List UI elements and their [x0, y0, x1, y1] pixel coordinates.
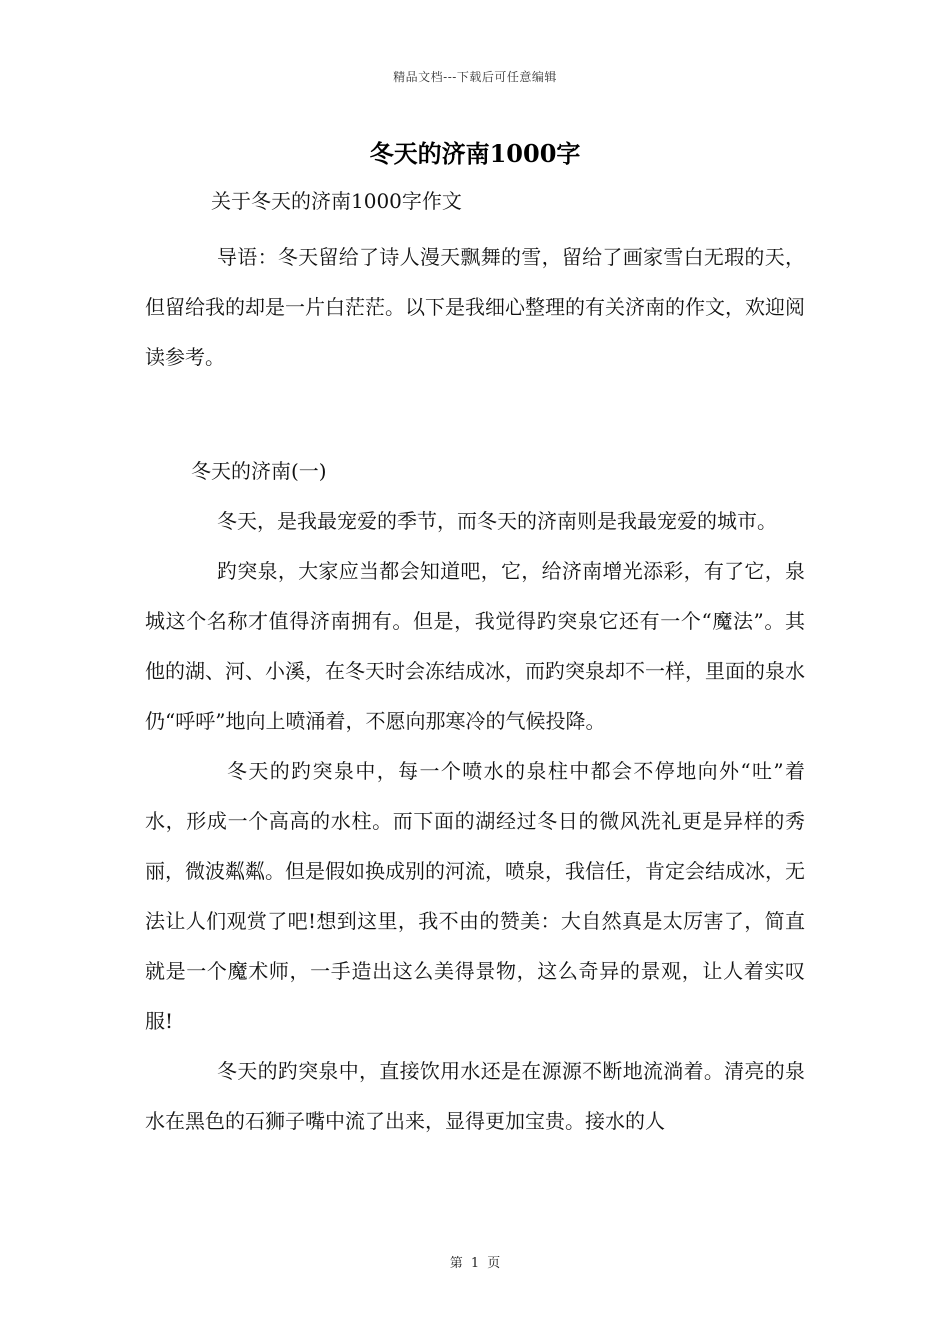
- header-note: 精品文档---下载后可任意编辑: [393, 70, 557, 84]
- page-number: 第 1 页: [449, 1256, 501, 1271]
- document-subtitle: 关于冬天的济南1000字作文: [211, 189, 462, 213]
- intro-paragraph: 导语：冬天留给了诗人漫天飘舞的雪，留给了画家雪白无瑕的天，但留给我的却是一片白茫茫。以下是我细心整理的有关济南的作文，欢迎阅读参考。: [145, 245, 805, 369]
- paragraph: 冬天的趵突泉中，直接饮用水还是在源源不断地流淌着。清亮的泉水在黑色的石狮子嘴中流了出来，显得更加宝贵。接水的人: [145, 1059, 805, 1133]
- paragraph: 冬天，是我最宠爱的季节，而冬天的济南则是我最宠爱的城市。: [217, 509, 777, 533]
- document-body: [145, 182, 805, 1146]
- paragraph: 趵突泉，大家应当都会知道吧，它，给济南增光添彩，有了它，泉城这个名称才值得济南拥有。但是，我觉得趵突泉它还有一个“魔法”。其他的湖、河、小溪，在冬天时会冻结成冰，而趵突泉却不一样，里面的泉水仍“呼呼”地向上喷涌着，不愿向那寒冷的气候投降。: [145, 559, 805, 733]
- paragraph: 冬天的趵突泉中，每一个喷水的泉柱中都会不停地向外“吐”着水，形成一个高高的水柱。而下面的湖经过冬日的微风洗礼更是异样的秀丽，微波粼粼。但是假如换成别的河流，喷泉，我信任，肯定会结成冰，无法让人们观赏了吧!想到这里，我不由的赞美：大自然真是太厉害了，简直就是一个魔术师，一手造出这么美得景物，这么奇异的景观，让人着实叹服!: [145, 759, 805, 1033]
- section-heading: 冬天的济南(一): [191, 459, 327, 483]
- document-title: 冬天的济南1000字: [369, 139, 581, 168]
